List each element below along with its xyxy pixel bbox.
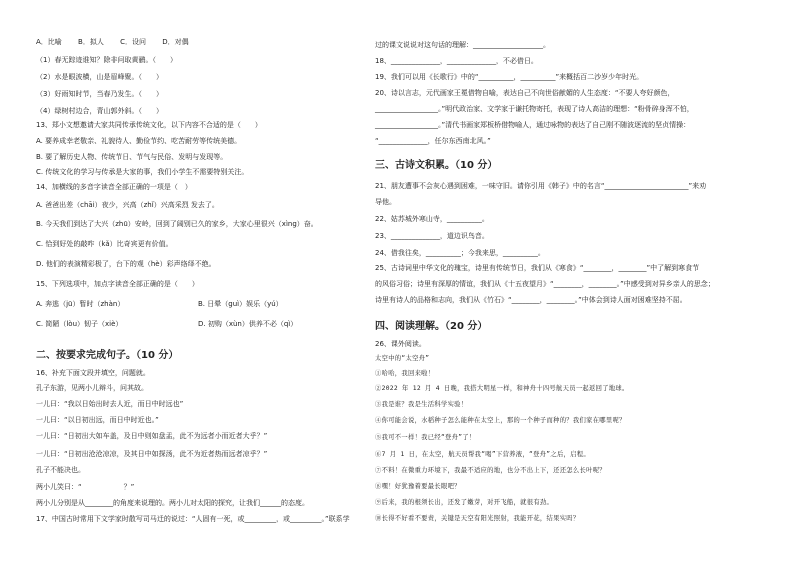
q15-option: D. 初购（xùn）供养不必（qì） bbox=[198, 320, 298, 328]
q25-line: 的风俗习俗；诗里有深厚的情谊，我们从《十五夜望月》“________，________。”中感受到对异乡亲人的思念； bbox=[375, 280, 715, 288]
q12-item: （3）好雨知时节，当春乃发生。（ ） bbox=[36, 90, 163, 98]
question-18: 18、______________，______________，不必借日。 bbox=[375, 57, 538, 65]
passage-paragraph: ④你可能会说，水稻种子怎么能种在太空上，那的一个种子而种的？我们家在哪里呢？ bbox=[375, 417, 626, 424]
passage-paragraph: ①哈哈，我回来啦！ bbox=[375, 370, 435, 377]
passage-paragraph: ②2022 年 12 月 4 日晚，我搭大明星一样，和神舟十四号航天员一起返回了地球。 bbox=[375, 385, 629, 392]
question-15: 15、下列选项中，加点字读音全部正确的是（ ） bbox=[36, 280, 199, 288]
q14-option: B. 今天我们到达了大兴（zhū）安岭，回到了阔别已久的家乡，大家心里很兴（xìng）奋。 bbox=[36, 220, 318, 228]
question-13: 13、郑小文想邀请大家共同传承传统文化，以下内容不合适的是（ ） bbox=[36, 121, 262, 129]
q17-continued: 过的课文说说对这句话的理解：____________________。 bbox=[375, 41, 550, 49]
question-21: 21、朋友遭事不会灰心遇到困难，一味守旧。请你引用《韩子》中的名言“________________________”来劝 bbox=[375, 182, 707, 190]
passage-paragraph: ③我是谁？我是生活科学实验！ bbox=[375, 401, 468, 408]
option-c: C．设问 bbox=[120, 38, 146, 46]
q20-line: “______________，任尔东西南北风。” bbox=[375, 137, 491, 145]
question-23: 23、______________，道边识鸟音。 bbox=[375, 232, 489, 240]
question-14: 14、加横线的多音字读音全部正确的一项是（ ） bbox=[36, 183, 192, 191]
q13-option: A. 要养成幸老敬亲、礼貌待人、勤俭节约、吃苦耐劳等传统美德。 bbox=[36, 137, 242, 145]
q14-option: D. 他们的表演精彩极了，台下的观（hè）彩声络绎不绝。 bbox=[36, 260, 216, 268]
q12-item: （2）水是眼波横，山是眉峰聚。（ ） bbox=[36, 73, 163, 81]
section-3-heading: 三、古诗文积累。（10 分） bbox=[375, 160, 498, 171]
q14-option: A. 爸爸出差（chāi）夜少，兴高（zhǐ）兴高采烈 发去了。 bbox=[36, 201, 219, 209]
passage-paragraph: ⑩长得不好看不要责，关键是天空有阳光照射，我能开花，结果实吗？ bbox=[375, 515, 580, 522]
question-19: 19、我们可以用《长歌行》中的“__________，__________”来概括百二沙岁少年时光。 bbox=[375, 73, 644, 81]
passage-paragraph: ⑦不料！在微重力环境下，我最不适应的地，也分不出上下，还还怎么长叶呢？ bbox=[375, 467, 606, 474]
question-25: 25、古诗词里中华文化的瑰宝，诗里有传统节日，我们从《寒食》“________，________”中了解到寒食节 bbox=[375, 264, 700, 272]
option-d: D．对偶 bbox=[162, 38, 189, 46]
q12-item: （4）绿树村边合，青山郭外斜。（ ） bbox=[36, 107, 163, 115]
q16-line: 孔子东游，见两小儿辩斗，问其故。 bbox=[36, 384, 148, 392]
passage-paragraph: ⑧嘿！好犹豫着要最长眼吧？ bbox=[375, 483, 461, 490]
q15-option: A. 奔逃（jū）暂时（zhàn） bbox=[36, 300, 125, 308]
q13-option: C. 传统文化的学习与传承是大家的事，我们小学生不需要特别关注。 bbox=[36, 168, 249, 176]
passage-paragraph: ⑥7 月 1 日，在太空，航天员帮我“喝”下营养液，“登舟”之后，启程。 bbox=[375, 451, 590, 458]
q21-line: 导他。 bbox=[375, 198, 396, 206]
q25-line: 诗里有诗人的品格和志向，我们从《竹石》“________，________。”中体会到诗人面对困难坚持不屈。 bbox=[375, 296, 687, 304]
section-2-heading: 二、按要求完成句子。（10 分） bbox=[36, 350, 179, 361]
q16-line: 两小儿笑曰：“ ？” bbox=[36, 483, 135, 491]
q20-line: __________________。”明代政治家、文学家于谦托物寄托，表现了诗人高洁的理想：“粉骨碎身浑不怕， bbox=[375, 105, 694, 113]
q16-line: 一儿曰：“日初出大如车盖，及日中则如盘盂，此不为远者小而近者大乎？” bbox=[36, 432, 268, 440]
q16-line: 孔子不能决也。 bbox=[36, 466, 85, 474]
q15-option: C. 简陋（lòu）韧子（xiè） bbox=[36, 320, 123, 328]
option-a: A．比喻 bbox=[36, 38, 62, 46]
q15-option: B. 日晕（guì）娱乐（yú） bbox=[198, 300, 283, 308]
q20-line: __________________。”清代书画家郑板桥借物喻人，通过咏物的表达了自己刚不随波逐流的坚贞情操： bbox=[375, 121, 691, 129]
question-16: 16、补充下面文段并填空，问题就。 bbox=[36, 369, 150, 377]
option-b: B．拟人 bbox=[78, 38, 104, 46]
question-26: 26、课外阅读。 bbox=[375, 340, 426, 348]
q14-option: C. 恰到好处的敲咋（kǎ）比奇宾更有价值。 bbox=[36, 240, 173, 248]
q16-line: 一儿曰：“以日初出远，而日中时近也。” bbox=[36, 416, 159, 424]
passage-paragraph: ⑤我可不一样！我已经“登舟”了！ bbox=[375, 434, 476, 441]
q12-item: （1）春无踪迹谁知？除非问取黄鹂。（ ） bbox=[36, 56, 177, 64]
options-line bbox=[36, 38, 189, 47]
question-20: 20、诗以言志，元代画家王冕借物自喻，表达自己不向世俗献媚的人生态度：“不要人夸好颜色， bbox=[375, 89, 675, 97]
q16-line: 两小儿分别是从________的角度来说理的。两小儿对太阳的探究，让我们______的态度。 bbox=[36, 499, 309, 507]
q16-line: 一儿曰：“日初出沧沧凉凉，及其日中如探汤，此不为近者热而远者凉乎？” bbox=[36, 450, 268, 458]
section-4-heading: 四、阅读理解。（20 分） bbox=[375, 321, 488, 332]
passage-title: 太空中的“太空舟” bbox=[375, 355, 430, 362]
question-22: 22、姑苏城外寒山寺，__________。 bbox=[375, 215, 489, 223]
q16-line: 一儿曰：“我以日始出时去人近，而日中时远也” bbox=[36, 400, 184, 408]
q13-option: B. 要了解历史人物、传统节日、节气与民俗、发明与发现等。 bbox=[36, 153, 228, 161]
passage-paragraph: ⑨后来，我的根须长出，还发了嫩芽，对开飞船，就很有劲。 bbox=[375, 499, 554, 506]
question-17: 17、中国古时常用下文学家时散写司马迁的说过：“人固有一死，或_________，或_________。”联系学 bbox=[36, 515, 350, 523]
question-24: 24、借我往矣，__________；今我来思，__________。 bbox=[375, 249, 545, 257]
